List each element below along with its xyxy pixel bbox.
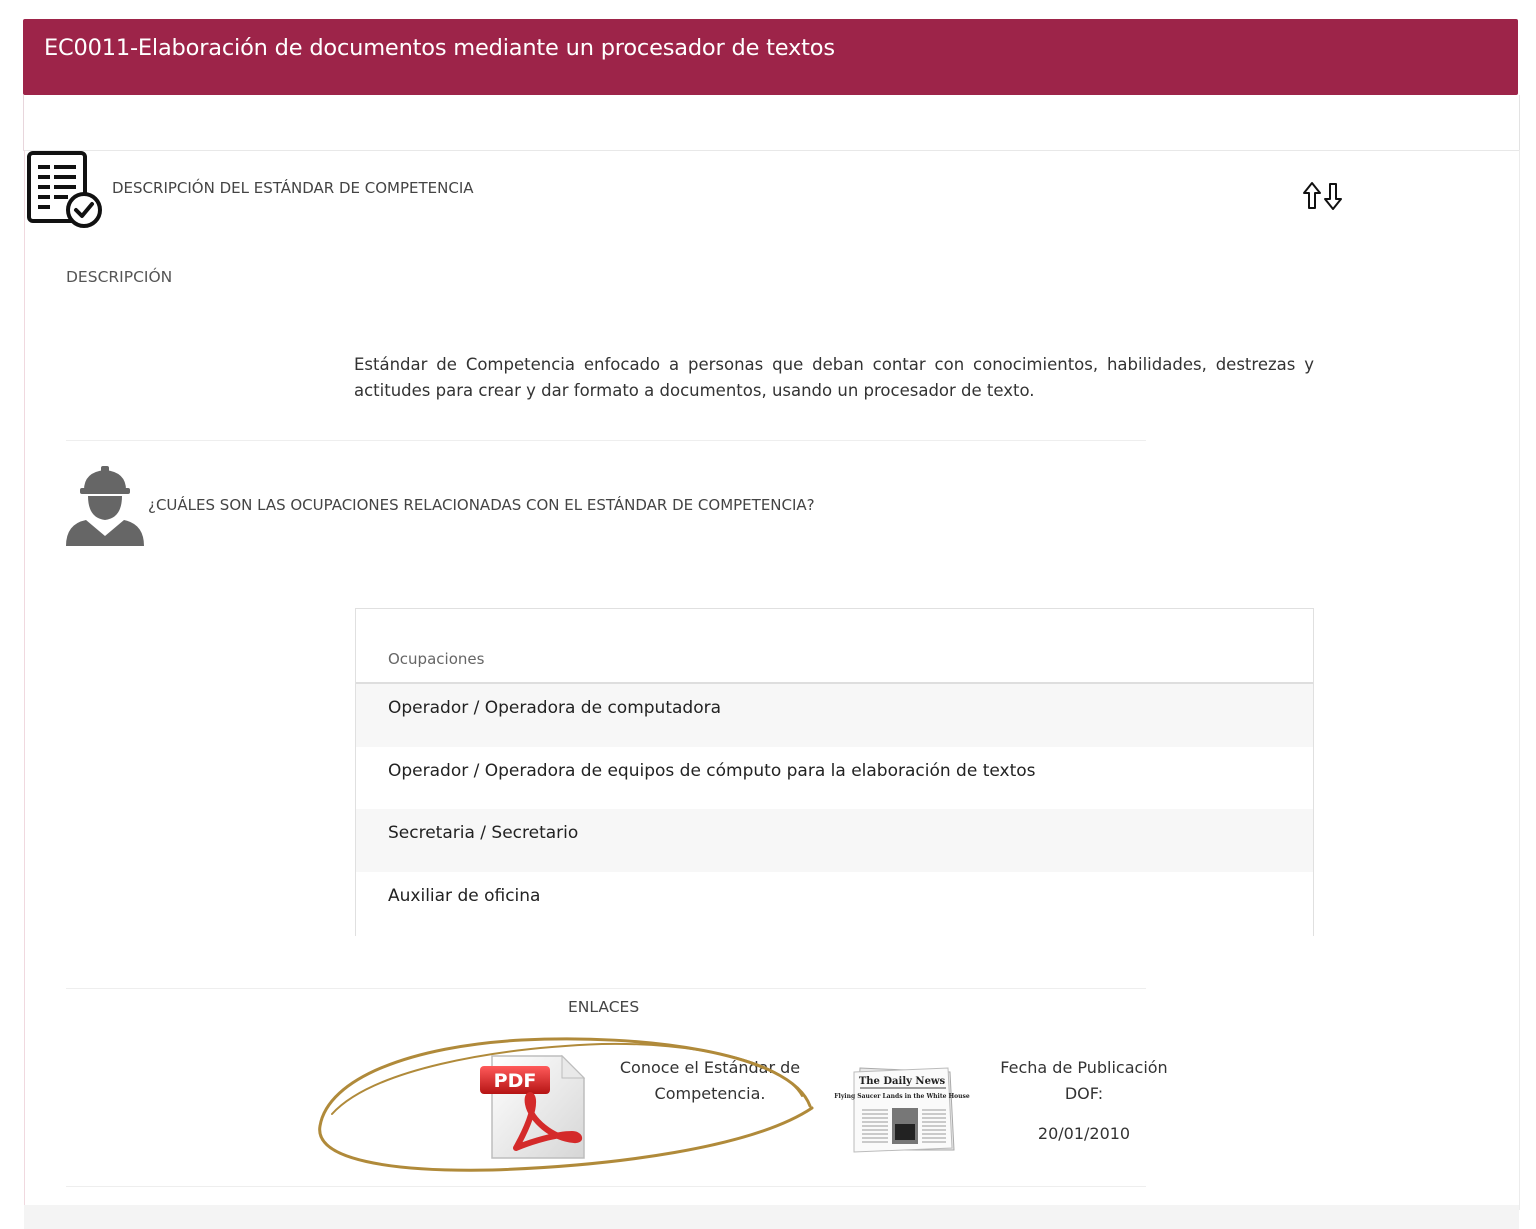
section-divider <box>66 988 1146 989</box>
pdf-file-icon[interactable] <box>478 1054 588 1162</box>
newspaper-icon[interactable] <box>834 1064 970 1154</box>
page-header <box>23 19 1518 95</box>
document-check-icon <box>26 150 104 230</box>
occupations-table <box>355 608 1314 936</box>
table-header <box>356 609 1313 684</box>
newspaper-masthead: The Daily News <box>858 1076 946 1087</box>
occupation-cell: Operador / Operadora de computadora <box>388 698 722 718</box>
dof-publication-label: Fecha de Publicación DOF: <box>1000 1058 1168 1103</box>
description-text: Estándar de Competencia enfocado a personas que deban contar con conocimientos, habilidades, destrezas y actitudes para crear y dar formato a documentos, usando un procesador de texto. <box>354 355 1314 400</box>
occupation-cell: Auxiliar de oficina <box>388 885 541 906</box>
section-divider <box>66 1186 1146 1187</box>
worker-helmet-icon <box>64 466 146 548</box>
table-row <box>356 747 1313 810</box>
description-label: DESCRIPCIÓN <box>66 268 173 286</box>
page-title: EC0011-Elaboración de documentos mediante un procesador de textos <box>44 35 835 61</box>
pdf-badge-text: PDF <box>493 1070 537 1092</box>
occupation-cell: Secretaria / Secretario <box>388 823 579 843</box>
links-section-heading: ENLACES <box>568 998 640 1016</box>
table-row <box>356 809 1313 872</box>
footer-strip <box>24 1205 1519 1229</box>
table-body <box>356 684 1313 934</box>
table-row <box>356 684 1313 747</box>
column-header-occupations: Ocupaciones <box>388 650 485 668</box>
header-spacer <box>23 95 1520 151</box>
expand-collapse-arrows-icon[interactable] <box>1302 181 1344 211</box>
section-divider <box>66 440 1146 441</box>
newspaper-headline: Flying Saucer Lands in the White House <box>834 1093 970 1100</box>
description-section-heading: DESCRIPCIÓN DEL ESTÁNDAR DE COMPETENCIA <box>112 179 474 197</box>
table-row <box>356 872 1313 935</box>
pdf-link-label[interactable]: Conoce el Estándar de Competencia. <box>619 1058 801 1103</box>
occupations-section-heading: ¿CUÁLES SON LAS OCUPACIONES RELACIONADAS CON EL ESTÁNDAR DE COMPETENCIA? <box>148 496 815 514</box>
dof-publication-date: 20/01/2010 <box>1037 1124 1131 1143</box>
occupation-cell: Operador / Operadora de equipos de cómputo para la elaboración de textos <box>388 760 1036 781</box>
